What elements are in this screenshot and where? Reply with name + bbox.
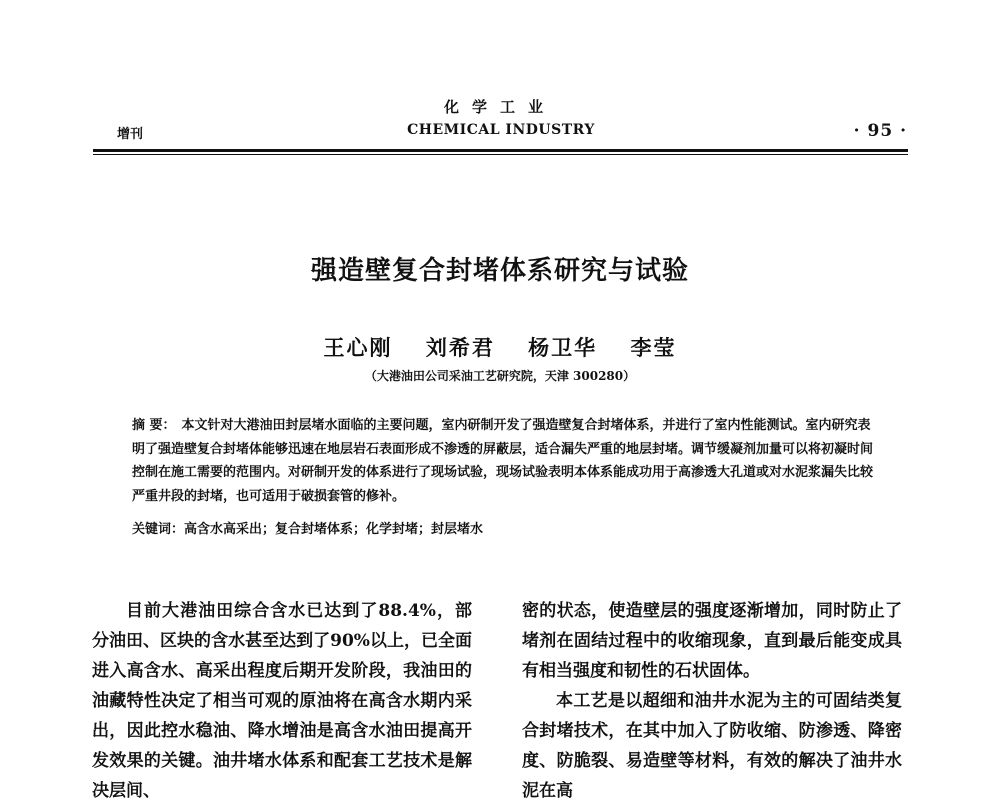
journal-title-en: CHEMICAL INDUSTRY — [407, 122, 595, 138]
author: 李莹 — [630, 335, 677, 360]
issue-label: 增刊 — [117, 127, 144, 142]
body-paragraph: 本工艺是以超细和油井水泥为主的可固结类复合封堵技术，在其中加入了防收缩、防渗透、降密度、防脆裂、易造壁等材料，有效的解决了油井水泥在高 — [522, 691, 902, 801]
body-paragraph: 密的状态，使造壁层的强度逐渐增加，同时防止了堵剂在固结过程中的收缩现象，直到最后能变成具有相当强度和韧性的石状固体。 — [522, 601, 902, 681]
article-title: 强造壁复合封堵体系研究与试验 — [310, 256, 689, 286]
header-rule — [93, 149, 908, 155]
keywords-label: 关键词： — [132, 522, 185, 537]
body-column-right — [522, 596, 902, 806]
abstract-label: 摘 要： — [132, 418, 176, 433]
journal-title-cn: 化学工业 — [443, 98, 556, 116]
keywords-text: 高含水高采出；复合封堵体系；化学封堵；封层堵水 — [184, 522, 484, 537]
author: 刘希君 — [425, 335, 495, 360]
author-affiliation: （大港油田公司采油工艺研究院，天津 300280） — [364, 369, 636, 383]
keywords — [132, 518, 880, 542]
page-number: · 95 · — [853, 121, 907, 141]
abstract-text: 本文针对大港油田封层堵水面临的主要问题，室内研制开发了强造壁复合封堵体系，并进行了室内性能测试。室内研究表明了强造壁复合封堵体能够迅速在地层岩石表面形成不渗透的屏蔽层，适合漏失严重的地层封堵。调节缓凝剂加量可以将初凝时间控制在施工需要的范围内。对研制开发的体系进行了现场试验，现场试验表明本体系能成功用于高渗透大孔道或对水泥浆漏失比较严重井段的封堵，也可适用于破损套管的修补。 — [132, 418, 874, 504]
body-column-left — [92, 596, 472, 806]
running-header — [95, 121, 907, 143]
author: 王心刚 — [323, 335, 393, 360]
author: 杨卫华 — [528, 335, 598, 360]
abstract — [132, 414, 880, 508]
body-paragraph: 目前大港油田综合含水已达到了88.4%，部分油田、区块的含水甚至达到了90%以上，已全面进入高含水、高采出程度后期开发阶段，我油田的油藏特性决定了相当可观的原油将在高含水期内采出，因此控水稳油、降水增油是高含水油田提高开发效果的关键。油井堵水体系和配套工艺技术是解决层间、 — [92, 601, 472, 801]
author-list — [0, 332, 1000, 362]
